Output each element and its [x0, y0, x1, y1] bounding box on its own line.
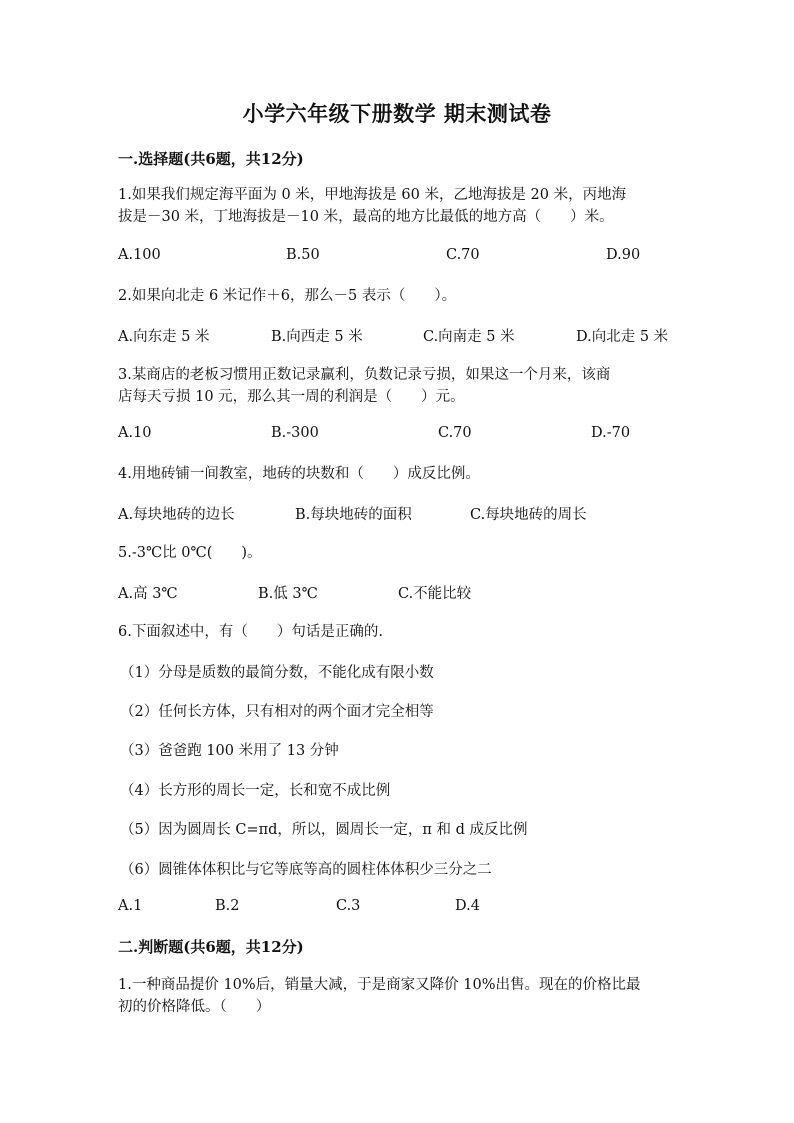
option-a: A.向东走 5 米	[118, 329, 210, 345]
statement-3: （3）爸爸跑 100 米用了 13 分钟	[120, 743, 339, 759]
judgement-question-1-line-1: 1.一种商品提价 10%后，销量大减，于是商家又降价 10%出售。现在的价格比最	[118, 977, 641, 993]
statement-4: （4）长方形的周长一定，长和宽不成比例	[120, 783, 391, 799]
option-c: C.70	[446, 247, 480, 263]
option-c: C.不能比较	[398, 586, 472, 602]
option-c: C.向南走 5 米	[423, 329, 515, 345]
judgement-question-1-line-2: 初的价格降低。（ ）	[118, 999, 271, 1015]
question-3-line-1: 3.某商店的老板习惯用正数记录赢利，负数记录亏损，如果这一个月来，该商	[118, 367, 611, 383]
question-1	[118, 184, 678, 228]
question-3-line-2: 店每天亏损 10 元，那么其一周的利润是（ ）元。	[118, 389, 465, 405]
question-3-options	[118, 425, 678, 447]
question-2-options	[118, 325, 678, 347]
section-heading-choice: 一.选择题(共6题，共12分)	[118, 150, 304, 168]
statement-6: （6）圆锥体体积比与它等底等高的圆柱体体积少三分之二	[120, 862, 492, 878]
judgement-question-1	[118, 974, 678, 1018]
option-c: C.70	[438, 425, 472, 441]
question-1-line-2: 拔是－30 米，丁地海拔是－10 米，最高的地方比最低的地方高（ ）米。	[118, 209, 614, 225]
question-4-options	[118, 503, 678, 525]
option-c: C.每块地砖的周长	[470, 507, 587, 523]
option-d: D.90	[606, 247, 641, 263]
option-b: B.低 3℃	[258, 586, 318, 602]
option-b: B.-300	[271, 425, 319, 441]
section-heading-judgement: 二.判断题(共6题，共12分)	[118, 938, 304, 956]
option-b: B.向西走 5 米	[271, 329, 363, 345]
question-5: 5.-3℃比 0℃( )。	[118, 545, 262, 561]
question-6: 6.下面叙述中，有（ ）句话是正确的.	[118, 624, 383, 640]
page-title: 小学六年级下册数学 期末测试卷	[242, 101, 552, 126]
option-a: A.每块地砖的边长	[118, 507, 235, 523]
statement-2: （2）任何长方体，只有相对的两个面才完全相等	[120, 704, 434, 720]
question-1-line-1: 1.如果我们规定海平面为 0 米，甲地海拔是 60 米，乙地海拔是 20 米，丙地海	[118, 187, 627, 203]
question-1-options	[118, 247, 678, 269]
statement-1: （1）分母是质数的最简分数，不能化成有限小数	[120, 665, 434, 681]
option-a: A.高 3℃	[118, 586, 178, 602]
statement-5: （5）因为圆周长 C=πd，所以，圆周长一定，π 和 d 成反比例	[120, 822, 528, 838]
question-4: 4.用地砖铺一间教室，地砖的块数和（ ）成反比例。	[118, 466, 480, 482]
option-b: B.每块地砖的面积	[295, 507, 412, 523]
option-d: D.向北走 5 米	[576, 329, 669, 345]
option-a: A.1	[118, 898, 143, 914]
question-2: 2.如果向北走 6 米记作＋6，那么－5 表示（ ）。	[118, 288, 457, 304]
option-a: A.100	[118, 247, 161, 263]
question-6-options	[118, 898, 678, 920]
question-3	[118, 364, 678, 408]
question-5-options	[118, 582, 678, 604]
option-a: A.10	[118, 425, 152, 441]
option-b: B.2	[215, 898, 240, 914]
option-d: D.-70	[591, 425, 631, 441]
option-c: C.3	[336, 898, 361, 914]
option-b: B.50	[286, 247, 320, 263]
option-d: D.4	[455, 898, 480, 914]
